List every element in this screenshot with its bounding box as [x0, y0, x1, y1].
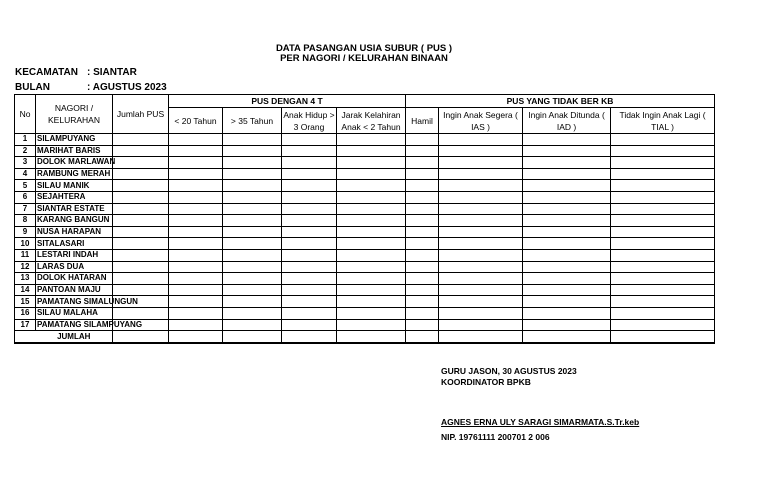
row-value-cell — [282, 226, 337, 238]
row-value-cell — [337, 134, 406, 146]
row-value-cell — [439, 215, 523, 227]
row-value-cell — [113, 307, 169, 319]
row-value-cell — [169, 238, 223, 250]
row-value-cell — [223, 157, 282, 169]
row-value-cell — [169, 284, 223, 296]
row-value-cell — [406, 203, 439, 215]
header-lt20: < 20 Tahun — [169, 108, 223, 134]
row-value-cell — [337, 191, 406, 203]
row-value-cell — [523, 319, 611, 331]
row-value-cell — [337, 180, 406, 192]
table-row — [15, 215, 715, 227]
header-tidak-kb-group: PUS YANG TIDAK BER KB — [406, 95, 715, 108]
table-row — [15, 249, 715, 261]
kecamatan-label: KECAMATAN — [15, 67, 78, 78]
table-row — [15, 180, 715, 192]
signature-place-date: GURU JASON, 30 AGUSTUS 2023 — [441, 366, 577, 376]
row-value-cell — [223, 215, 282, 227]
total-cell — [406, 331, 439, 343]
row-number: 2 — [15, 145, 36, 157]
row-value-cell — [611, 273, 715, 285]
row-value-cell — [223, 145, 282, 157]
table-row — [15, 203, 715, 215]
row-value-cell — [169, 261, 223, 273]
row-value-cell — [113, 226, 169, 238]
total-cell — [223, 331, 282, 343]
row-value-cell — [113, 168, 169, 180]
table-row — [15, 284, 715, 296]
row-value-cell — [611, 238, 715, 250]
header-nagori: NAGORI / KELURAHAN — [36, 95, 113, 134]
row-value-cell — [337, 145, 406, 157]
row-value-cell — [406, 180, 439, 192]
row-number: 3 — [15, 157, 36, 169]
row-value-cell — [169, 226, 223, 238]
row-number: 7 — [15, 203, 36, 215]
row-value-cell — [406, 261, 439, 273]
row-value-cell — [223, 307, 282, 319]
row-value-cell — [611, 284, 715, 296]
row-value-cell — [169, 319, 223, 331]
row-value-cell — [523, 145, 611, 157]
row-value-cell — [523, 157, 611, 169]
row-value-cell — [223, 238, 282, 250]
row-nagori-name: LESTARI INDAH — [36, 249, 113, 261]
row-value-cell — [439, 261, 523, 273]
row-value-cell — [523, 284, 611, 296]
header-jarak-kelahiran: Jarak Kelahiran Anak < 2 Tahun — [337, 108, 406, 134]
row-value-cell — [439, 168, 523, 180]
row-value-cell — [523, 215, 611, 227]
row-value-cell — [282, 307, 337, 319]
total-cell — [439, 331, 523, 343]
row-value-cell — [337, 215, 406, 227]
kecamatan-line — [15, 67, 137, 78]
header-hamil: Hamil — [406, 108, 439, 134]
row-value-cell — [439, 238, 523, 250]
row-value-cell — [406, 145, 439, 157]
row-number: 15 — [15, 296, 36, 308]
row-value-cell — [406, 157, 439, 169]
row-value-cell — [406, 319, 439, 331]
row-value-cell — [523, 203, 611, 215]
row-value-cell — [282, 261, 337, 273]
row-nagori-name: KARANG BANGUN — [36, 215, 113, 227]
table-row — [15, 273, 715, 285]
row-number: 12 — [15, 261, 36, 273]
row-value-cell — [406, 134, 439, 146]
row-value-cell — [337, 238, 406, 250]
row-number: 16 — [15, 307, 36, 319]
row-value-cell — [523, 296, 611, 308]
row-value-cell — [611, 261, 715, 273]
total-cell — [611, 331, 715, 343]
row-nagori-name: SITALASARI — [36, 238, 113, 250]
row-value-cell — [223, 319, 282, 331]
row-value-cell — [282, 319, 337, 331]
table-row — [15, 157, 715, 169]
row-value-cell — [523, 134, 611, 146]
row-value-cell — [406, 215, 439, 227]
row-nagori-name: PANTOAN MAJU — [36, 284, 113, 296]
row-number: 1 — [15, 134, 36, 146]
row-nagori-name: PAMATANG SILAMPUYANG — [37, 319, 143, 329]
row-value-cell — [169, 273, 223, 285]
bulan-value: : AGUSTUS 2023 — [87, 82, 167, 93]
row-number: 13 — [15, 273, 36, 285]
row-value-cell — [113, 180, 169, 192]
row-value-cell — [611, 215, 715, 227]
row-value-cell — [282, 145, 337, 157]
header-anak-hidup: Anak Hidup > 3 Orang — [283, 109, 335, 132]
row-value-cell — [113, 261, 169, 273]
row-value-cell — [523, 238, 611, 250]
document-title-line2: PER NAGORI / KELURAHAN BINAAN — [280, 53, 448, 64]
kecamatan-value: : SIANTAR — [87, 67, 137, 78]
row-value-cell — [439, 191, 523, 203]
row-value-cell — [169, 307, 223, 319]
row-value-cell — [169, 203, 223, 215]
row-value-cell — [169, 180, 223, 192]
row-value-cell — [223, 134, 282, 146]
row-value-cell — [169, 296, 223, 308]
row-value-cell — [611, 203, 715, 215]
row-value-cell — [223, 249, 282, 261]
row-nagori-name: SEJAHTERA — [36, 191, 113, 203]
row-value-cell — [282, 203, 337, 215]
row-nagori-name: RAMBUNG MERAH — [36, 168, 113, 180]
row-value-cell — [113, 157, 169, 169]
total-cell — [282, 331, 337, 343]
row-value-cell — [611, 145, 715, 157]
row-value-cell — [169, 134, 223, 146]
row-value-cell — [406, 284, 439, 296]
header-ias: Ingin Anak Segera ( IAS ) — [439, 108, 523, 134]
row-value-cell — [169, 157, 223, 169]
row-nagori-name: SILAU MANIK — [36, 180, 113, 192]
row-value-cell — [337, 296, 406, 308]
row-value-cell — [282, 180, 337, 192]
row-value-cell — [337, 203, 406, 215]
row-value-cell — [406, 296, 439, 308]
pus-data-table — [14, 94, 715, 344]
row-value-cell — [282, 157, 337, 169]
table-row — [15, 319, 715, 331]
total-cell — [337, 331, 406, 343]
row-number: 11 — [15, 249, 36, 261]
row-value-cell — [337, 261, 406, 273]
row-value-cell — [439, 203, 523, 215]
row-value-cell — [523, 249, 611, 261]
table-row — [15, 191, 715, 203]
row-value-cell — [406, 249, 439, 261]
row-value-cell — [169, 191, 223, 203]
header-gt35: > 35 Tahun — [223, 108, 282, 134]
table-row — [15, 134, 715, 146]
row-value-cell — [337, 307, 406, 319]
header-tial: Tidak Ingin Anak Lagi ( TIAL ) — [611, 108, 715, 134]
row-number: 9 — [15, 226, 36, 238]
row-value-cell — [282, 215, 337, 227]
total-cell — [523, 331, 611, 343]
row-value-cell — [439, 307, 523, 319]
row-value-cell — [611, 180, 715, 192]
row-value-cell — [282, 249, 337, 261]
row-value-cell — [406, 273, 439, 285]
row-value-cell — [169, 249, 223, 261]
total-label: JUMLAH — [36, 331, 113, 343]
row-value-cell — [337, 319, 406, 331]
row-value-cell — [611, 191, 715, 203]
row-value-cell — [223, 203, 282, 215]
row-value-cell — [223, 296, 282, 308]
row-value-cell — [523, 180, 611, 192]
row-nagori-name: MARIHAT BARIS — [36, 145, 113, 157]
row-number: 4 — [15, 168, 36, 180]
row-value-cell — [337, 157, 406, 169]
header-no: No — [15, 95, 36, 134]
row-value-cell — [223, 284, 282, 296]
row-value-cell — [439, 284, 523, 296]
row-value-cell — [113, 273, 169, 285]
row-value-cell — [282, 284, 337, 296]
row-nagori-name: SILAU MALAHA — [36, 307, 113, 319]
row-value-cell — [406, 307, 439, 319]
row-value-cell — [611, 319, 715, 331]
row-value-cell — [406, 238, 439, 250]
row-value-cell — [611, 226, 715, 238]
row-value-cell — [439, 226, 523, 238]
row-value-cell — [439, 134, 523, 146]
row-value-cell — [113, 284, 169, 296]
row-nagori-name: LARAS DUA — [36, 261, 113, 273]
row-value-cell — [611, 134, 715, 146]
row-value-cell — [611, 168, 715, 180]
row-nagori-name: SILAMPUYANG — [36, 134, 113, 146]
row-value-cell — [113, 238, 169, 250]
row-value-cell — [611, 296, 715, 308]
row-value-cell — [223, 261, 282, 273]
row-value-cell — [406, 191, 439, 203]
row-value-cell — [439, 273, 523, 285]
total-row — [15, 331, 715, 343]
row-value-cell — [611, 249, 715, 261]
row-value-cell — [439, 296, 523, 308]
total-no-cell — [15, 331, 36, 343]
row-value-cell — [439, 319, 523, 331]
row-value-cell — [113, 215, 169, 227]
row-value-cell — [439, 157, 523, 169]
table-row — [15, 261, 715, 273]
table-body — [15, 134, 715, 331]
row-value-cell — [223, 273, 282, 285]
table-row — [15, 226, 715, 238]
row-value-cell — [282, 134, 337, 146]
row-value-cell — [337, 284, 406, 296]
table-row — [15, 307, 715, 319]
row-value-cell — [337, 273, 406, 285]
table-row — [15, 168, 715, 180]
header-pus-4t-group: PUS DENGAN 4 T — [169, 95, 406, 108]
row-value-cell — [439, 145, 523, 157]
row-value-cell — [113, 191, 169, 203]
row-number: 10 — [15, 238, 36, 250]
row-value-cell — [611, 307, 715, 319]
row-value-cell — [113, 203, 169, 215]
row-value-cell — [523, 307, 611, 319]
row-value-cell — [406, 226, 439, 238]
row-value-cell — [439, 180, 523, 192]
table-row — [15, 145, 715, 157]
table-row — [15, 238, 715, 250]
row-number: 14 — [15, 284, 36, 296]
row-value-cell — [337, 168, 406, 180]
row-value-cell — [282, 296, 337, 308]
row-value-cell — [523, 273, 611, 285]
total-cell — [113, 331, 169, 343]
document-title-line1: DATA PASANGAN USIA SUBUR ( PUS ) — [275, 43, 453, 54]
row-value-cell — [223, 180, 282, 192]
signature-name: AGNES ERNA ULY SARAGI SIMARMATA.S.Tr.keb — [441, 417, 640, 427]
row-value-cell — [282, 273, 337, 285]
bulan-label: BULAN — [15, 82, 50, 93]
bulan-line — [15, 82, 167, 93]
row-value-cell — [223, 191, 282, 203]
row-value-cell — [113, 145, 169, 157]
row-number: 17 — [15, 319, 36, 331]
signature-role: KOORDINATOR BPKB — [441, 377, 531, 387]
row-value-cell — [282, 191, 337, 203]
row-value-cell — [113, 134, 169, 146]
row-value-cell — [523, 226, 611, 238]
table-row — [15, 296, 715, 308]
total-cell — [169, 331, 223, 343]
header-iad: Ingin Anak Ditunda ( IAD ) — [523, 108, 611, 134]
row-value-cell — [169, 215, 223, 227]
row-number: 6 — [15, 191, 36, 203]
row-value-cell — [523, 168, 611, 180]
row-value-cell — [282, 168, 337, 180]
row-number: 8 — [15, 215, 36, 227]
row-value-cell — [113, 249, 169, 261]
signature-nip: NIP. 19761111 200701 2 006 — [441, 432, 550, 442]
row-value-cell — [523, 261, 611, 273]
row-number: 5 — [15, 180, 36, 192]
row-value-cell — [337, 226, 406, 238]
row-value-cell — [523, 191, 611, 203]
row-value-cell — [406, 168, 439, 180]
row-value-cell — [169, 145, 223, 157]
row-value-cell — [337, 249, 406, 261]
row-nagori-name: NUSA HARAPAN — [36, 226, 113, 238]
row-nagori-name: SIANTAR ESTATE — [36, 203, 113, 215]
row-nagori-name: DOLOK HATARAN — [36, 273, 113, 285]
row-value-cell — [223, 168, 282, 180]
row-value-cell — [611, 157, 715, 169]
row-value-cell — [223, 226, 282, 238]
row-value-cell — [282, 238, 337, 250]
row-value-cell — [169, 168, 223, 180]
row-nagori-name: DOLOK MARLAWAN — [37, 157, 116, 167]
row-value-cell — [439, 249, 523, 261]
row-nagori-name: PAMATANG SIMALUNGUN — [37, 296, 138, 306]
header-jumlah-pus: Jumlah PUS — [113, 95, 169, 134]
